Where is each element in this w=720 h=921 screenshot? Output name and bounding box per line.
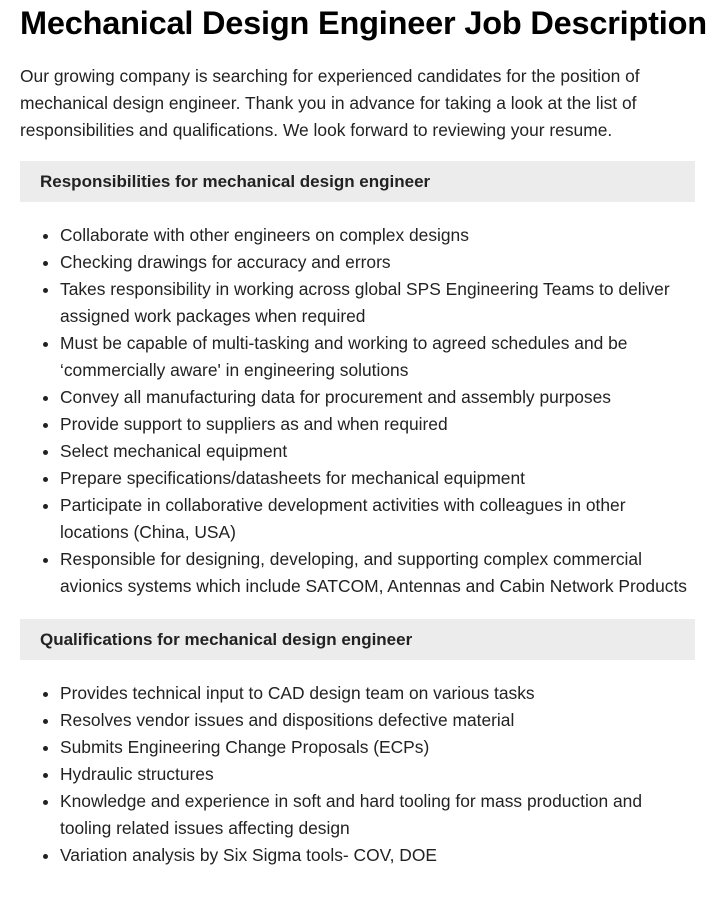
list-item: • Must be capable of multi-tasking and working to agreed schedules and be ‘commercially aware' in engineering solutions bbox=[60, 330, 695, 384]
list-item: • Responsible for designing, developing, and supporting complex commercial avionics systems which include SATCOM, Antennas and Cabin Network Products bbox=[60, 546, 695, 600]
list-item: • Variation analysis by Six Sigma tools- COV, DOE bbox=[60, 842, 695, 869]
list-item: • Participate in collaborative development activities with colleagues in other locations (China, USA) bbox=[60, 492, 695, 546]
list-item: • Prepare specifications/datasheets for mechanical equipment bbox=[60, 465, 695, 492]
page-title: Mechanical Design Engineer Job Description bbox=[20, 5, 707, 41]
list-item: • Knowledge and experience in soft and hard tooling for mass production and tooling related issues affecting design bbox=[60, 788, 695, 842]
responsibilities-heading: Responsibilities for mechanical design engineer bbox=[20, 161, 695, 202]
list-item: • Resolves vendor issues and dispositions defective material bbox=[60, 707, 695, 734]
list-item: • Collaborate with other engineers on complex designs bbox=[60, 222, 695, 249]
list-item: • Provide support to suppliers as and when required bbox=[60, 411, 695, 438]
list-item: • Provides technical input to CAD design team on various tasks bbox=[60, 680, 695, 707]
list-item: • Submits Engineering Change Proposals (ECPs) bbox=[60, 734, 695, 761]
qualifications-heading: Qualifications for mechanical design engineer bbox=[20, 619, 695, 660]
list-item: • Checking drawings for accuracy and errors bbox=[60, 249, 695, 276]
list-item: • Select mechanical equipment bbox=[60, 438, 695, 465]
intro-paragraph: Our growing company is searching for experienced candidates for the position of mechanical design engineer. Thank you in advance for taking a look at the list of responsibilities and qualifications. We look forward to reviewing your resume. bbox=[20, 66, 640, 140]
responsibilities-list bbox=[20, 222, 695, 600]
qualifications-list bbox=[20, 680, 695, 869]
list-item: • Takes responsibility in working across global SPS Engineering Teams to deliver assigned work packages when required bbox=[60, 276, 695, 330]
list-item: • Hydraulic structures bbox=[60, 761, 695, 788]
list-item: • Convey all manufacturing data for procurement and assembly purposes bbox=[60, 384, 695, 411]
